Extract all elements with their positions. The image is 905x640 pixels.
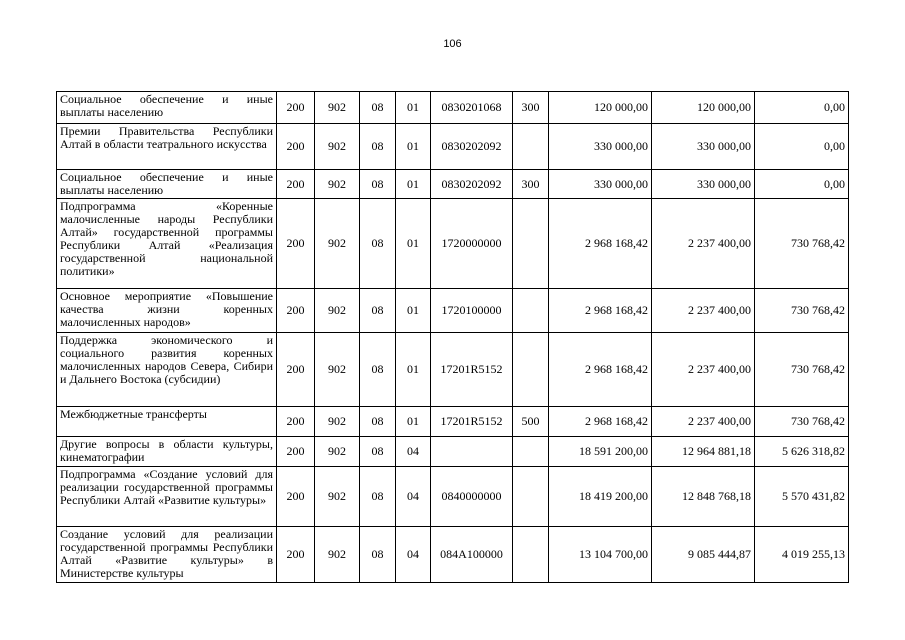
subsection-code: 01 xyxy=(396,124,431,170)
expense-type-code xyxy=(513,467,549,527)
subsection-code: 04 xyxy=(396,527,431,583)
section-code: 08 xyxy=(360,289,396,333)
amount-plan: 18 591 200,00 xyxy=(549,437,652,467)
amount-remainder: 5 626 318,82 xyxy=(755,437,849,467)
amount-plan: 2 968 168,42 xyxy=(549,407,652,437)
amount-plan: 330 000,00 xyxy=(549,124,652,170)
subsection-code: 01 xyxy=(396,170,431,199)
amount-plan: 13 104 700,00 xyxy=(549,527,652,583)
section-code: 08 xyxy=(360,333,396,407)
table-row xyxy=(57,467,849,527)
amount-remainder: 730 768,42 xyxy=(755,199,849,289)
amount-plan: 120 000,00 xyxy=(549,92,652,124)
ministry-code: 902 xyxy=(315,527,360,583)
admin-code: 200 xyxy=(277,170,315,199)
subsection-code: 01 xyxy=(396,289,431,333)
row-name: Подпрограмма «Коренные малочисленные народы Республики Алтай» государственной программы Республики Алтай «Реализация государственной национальной политики» xyxy=(57,199,277,289)
amount-plan: 18 419 200,00 xyxy=(549,467,652,527)
expense-type-code: 500 xyxy=(513,407,549,437)
row-name: Другие вопросы в области культуры, кинематографии xyxy=(57,437,277,467)
ministry-code: 902 xyxy=(315,437,360,467)
amount-remainder: 0,00 xyxy=(755,92,849,124)
budget-table xyxy=(56,91,849,583)
expense-type-code xyxy=(513,333,549,407)
row-name: Премии Правительства Республики Алтай в области театрального искусства xyxy=(57,124,277,170)
target-code: 0830202092 xyxy=(431,170,513,199)
target-code: 0840000000 xyxy=(431,467,513,527)
expense-type-code: 300 xyxy=(513,92,549,124)
section-code: 08 xyxy=(360,467,396,527)
table-row xyxy=(57,407,849,437)
amount-remainder: 0,00 xyxy=(755,170,849,199)
expense-type-code xyxy=(513,527,549,583)
ministry-code: 902 xyxy=(315,333,360,407)
admin-code: 200 xyxy=(277,124,315,170)
section-code: 08 xyxy=(360,170,396,199)
subsection-code: 04 xyxy=(396,467,431,527)
amount-executed: 330 000,00 xyxy=(652,170,755,199)
admin-code: 200 xyxy=(277,289,315,333)
ministry-code: 902 xyxy=(315,170,360,199)
section-code: 08 xyxy=(360,527,396,583)
target-code: 1720000000 xyxy=(431,199,513,289)
subsection-code: 01 xyxy=(396,199,431,289)
ministry-code: 902 xyxy=(315,124,360,170)
amount-remainder: 730 768,42 xyxy=(755,407,849,437)
table-row xyxy=(57,170,849,199)
row-name: Социальное обеспечение и иные выплаты населению xyxy=(57,170,277,199)
subsection-code: 01 xyxy=(396,333,431,407)
amount-executed: 9 085 444,87 xyxy=(652,527,755,583)
row-name: Межбюджетные трансферты xyxy=(57,407,277,437)
row-name: Социальное обеспечение и иные выплаты населению xyxy=(57,92,277,124)
expense-type-code xyxy=(513,124,549,170)
admin-code: 200 xyxy=(277,333,315,407)
ministry-code: 902 xyxy=(315,467,360,527)
target-code: 17201R5152 xyxy=(431,407,513,437)
table-row xyxy=(57,437,849,467)
target-code: 17201R5152 xyxy=(431,333,513,407)
amount-plan: 2 968 168,42 xyxy=(549,289,652,333)
amount-plan: 330 000,00 xyxy=(549,170,652,199)
expense-type-code xyxy=(513,289,549,333)
amount-executed: 12 964 881,18 xyxy=(652,437,755,467)
admin-code: 200 xyxy=(277,199,315,289)
amount-executed: 2 237 400,00 xyxy=(652,199,755,289)
admin-code: 200 xyxy=(277,467,315,527)
table-row xyxy=(57,527,849,583)
section-code: 08 xyxy=(360,124,396,170)
amount-remainder: 4 019 255,13 xyxy=(755,527,849,583)
amount-remainder: 0,00 xyxy=(755,124,849,170)
page-number: 106 xyxy=(443,38,462,50)
subsection-code: 01 xyxy=(396,92,431,124)
admin-code: 200 xyxy=(277,407,315,437)
amount-executed: 2 237 400,00 xyxy=(652,333,755,407)
expense-type-code: 300 xyxy=(513,170,549,199)
table-row xyxy=(57,92,849,124)
ministry-code: 902 xyxy=(315,407,360,437)
amount-executed: 330 000,00 xyxy=(652,124,755,170)
amount-remainder: 730 768,42 xyxy=(755,289,849,333)
target-code: 084A100000 xyxy=(431,527,513,583)
admin-code: 200 xyxy=(277,437,315,467)
ministry-code: 902 xyxy=(315,199,360,289)
target-code: 0830201068 xyxy=(431,92,513,124)
amount-executed: 2 237 400,00 xyxy=(652,289,755,333)
subsection-code: 04 xyxy=(396,437,431,467)
section-code: 08 xyxy=(360,437,396,467)
table-row xyxy=(57,333,849,407)
row-name: Поддержка экономического и социального развития коренных малочисленных народов Севера, Сибири и Дальнего Востока (субсидии) xyxy=(57,333,277,407)
amount-executed: 120 000,00 xyxy=(652,92,755,124)
amount-plan: 2 968 168,42 xyxy=(549,199,652,289)
table-body xyxy=(57,92,849,583)
table-row xyxy=(57,124,849,170)
target-code: 1720100000 xyxy=(431,289,513,333)
row-name: Подпрограмма «Создание условий для реализации государственной программы Республики Алтай «Развитие культуры» xyxy=(57,467,277,527)
expense-type-code xyxy=(513,437,549,467)
ministry-code: 902 xyxy=(315,289,360,333)
target-code xyxy=(431,437,513,467)
admin-code: 200 xyxy=(277,92,315,124)
table-row xyxy=(57,289,849,333)
expense-type-code xyxy=(513,199,549,289)
section-code: 08 xyxy=(360,92,396,124)
target-code: 0830202092 xyxy=(431,124,513,170)
row-name: Основное мероприятие «Повышение качества жизни коренных малочисленных народов» xyxy=(57,289,277,333)
row-name: Создание условий для реализации государственной программы Республики Алтай «Развитие культуры» в Министерстве культуры xyxy=(57,527,277,583)
amount-remainder: 5 570 431,82 xyxy=(755,467,849,527)
section-code: 08 xyxy=(360,199,396,289)
ministry-code: 902 xyxy=(315,92,360,124)
amount-executed: 12 848 768,18 xyxy=(652,467,755,527)
amount-plan: 2 968 168,42 xyxy=(549,333,652,407)
subsection-code: 01 xyxy=(396,407,431,437)
amount-remainder: 730 768,42 xyxy=(755,333,849,407)
admin-code: 200 xyxy=(277,527,315,583)
amount-executed: 2 237 400,00 xyxy=(652,407,755,437)
section-code: 08 xyxy=(360,407,396,437)
table-row xyxy=(57,199,849,289)
